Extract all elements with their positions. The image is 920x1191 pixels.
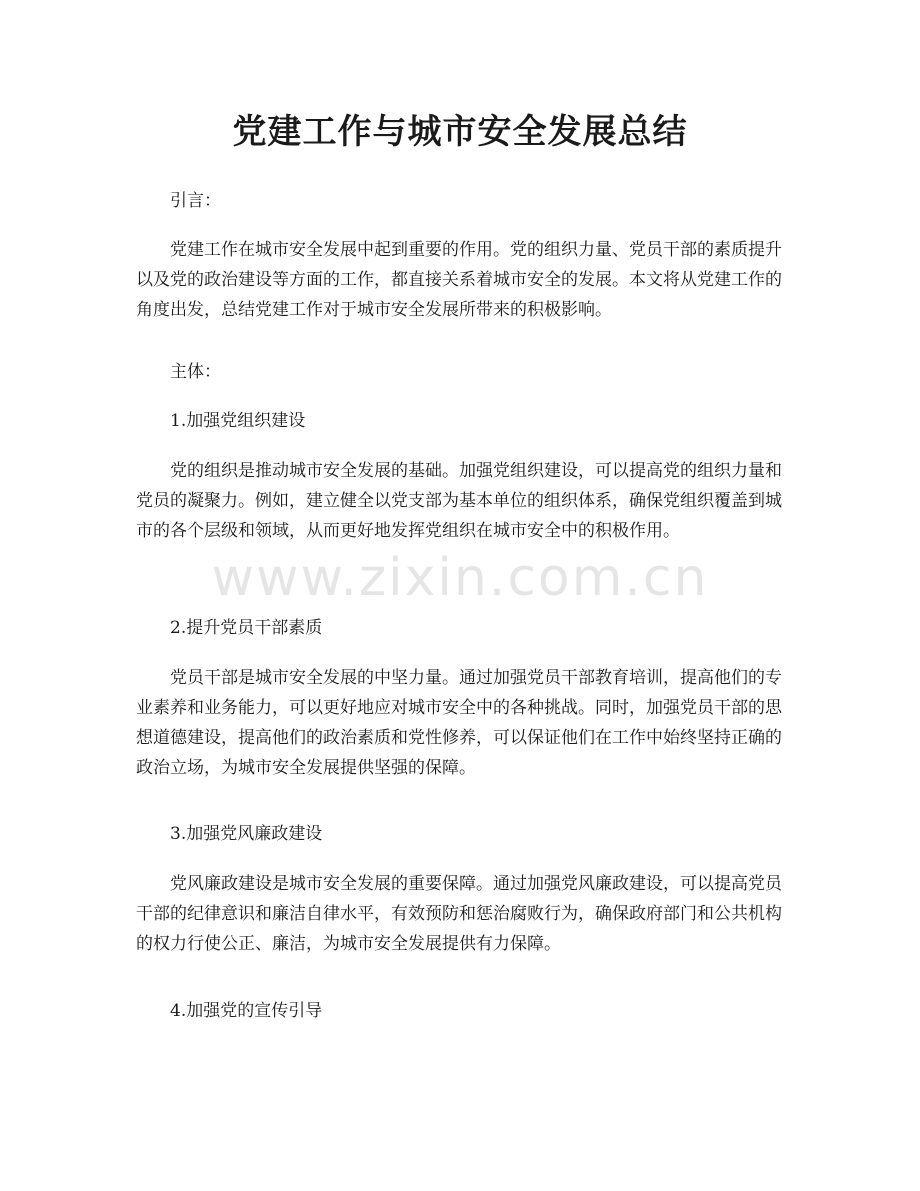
watermark: www.zixin.com.cn bbox=[211, 548, 709, 608]
intro-label: 引言： bbox=[170, 191, 221, 211]
section-paragraph-1: 党的组织是推动城市安全发展的基础。加强党组织建设，可以提高党的组织力量和党员的凝聚力。例如，建立健全以党支部为基本单位的组织体系，确保党组织覆盖到城市的各个层级和领域，从而更好地发挥党组织在城市安全中的积极作用。 bbox=[136, 461, 782, 541]
section-paragraph-2: 党员干部是城市安全发展的中坚力量。通过加强党员干部教育培训，提高他们的专业素养和业务能力，可以更好地应对城市安全中的各种挑战。同时，加强党员干部的思想道德建设，提高他们的政治素质和党性修养，可以保证他们在工作中始终坚持正确的政治立场，为城市安全发展提供坚强的保障。 bbox=[136, 668, 782, 778]
section-paragraph-3: 党风廉政建设是城市安全发展的重要保障。通过加强党风廉政建设，可以提高党员干部的纪律意识和廉洁自律水平，有效预防和惩治腐败行为，确保政府部门和公共机构的权力行使公正、廉洁，为城市安全发展提供有力保障。 bbox=[136, 874, 782, 954]
section-heading-2: 2.提升党员干部素质 bbox=[170, 618, 323, 638]
intro-paragraph: 党建工作在城市安全发展中起到重要的作用。党的组织力量、党员干部的素质提升以及党的政治建设等方面的工作，都直接关系着城市安全的发展。本文将从党建工作的角度出发，总结党建工作对于城市安全发展所带来的积极影响。 bbox=[136, 240, 782, 320]
page-title: 党建工作与城市安全发展总结 bbox=[232, 112, 688, 152]
section-heading-4: 4.加强党的宣传引导 bbox=[170, 1001, 323, 1021]
section-heading-1: 1.加强党组织建设 bbox=[170, 411, 306, 431]
section-heading-3: 3.加强党风廉政建设 bbox=[170, 824, 323, 844]
main-label: 主体： bbox=[170, 362, 221, 382]
